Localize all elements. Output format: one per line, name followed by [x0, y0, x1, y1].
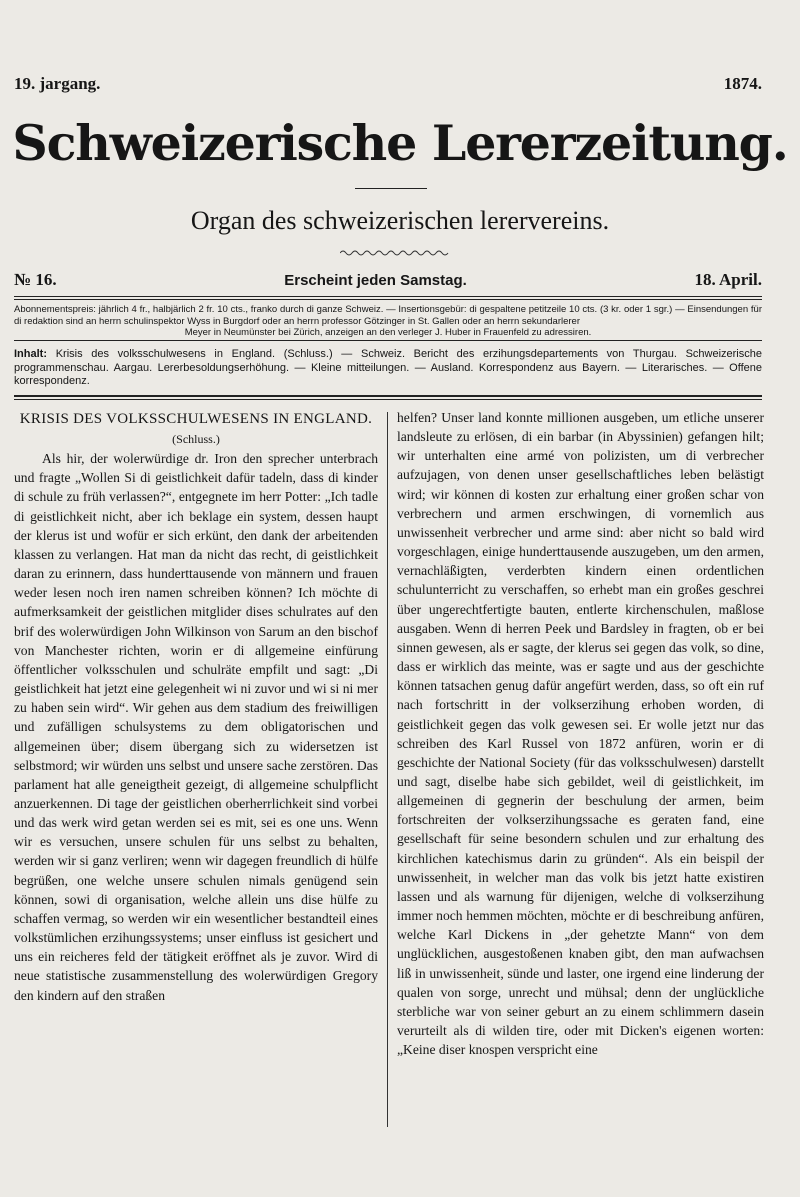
rule-top-double: [14, 299, 762, 300]
contents-text: Krisis des volksschulwesens in England. (Schluss.) — Schweiz. Bericht des erzihungsdepartements von Thurgau. Schweizerische programmenschau. Aargau. Lererbesoldungserhöhung. — Kleine mitteilungen. — Ausland. Korrespondenz aus Bayern. — Literarisches. — Offene korrespondenz.: [14, 348, 762, 387]
issue-line: [14, 270, 762, 290]
subscription-line-1: Abonnementspreis: jährlich 4 fr., halbjärlich 2 fr. 10 cts., franko durch di ganze Schweiz. — Insertionsgebür: di gespaltene petitzeile 10 cts. (3 kr. oder 1 sgr.) — Einsendungen für di redaktion sind an herrn schulinspektor Wyss in Burgdorf oder an herrn professor Götzinger in St. Gallen oder an herrn sekundarlerer: [14, 304, 762, 327]
issue-date: 18. April.: [694, 270, 762, 289]
contents-label: Inhalt:: [14, 348, 47, 360]
article-text-right: helfen? Unser land konnte millionen ausgeben, um etliche unserer landsleute zu erlösen, di ein barbar (in Abyssinien) gefangen hilt; wir unterhalten eine armé von polizisten, um di verbrecher aufzujagen, von denen unser gesellschaftliches leben belästigt wird; wir können di kosten zur erhaltung einer großen schar von verbrechern und armen erschwingen, di vornemlich aus unwissenheit verbrecher und arme sind: aber nicht so bald wird vorgeschlagen, einige hunderttausende auszugeben, um den armen, vernachläßigten, verderbten kindern einen ordentlichen schulunterricht zu verschaffen, so erhebt man ein großes geschrei über ungerechtfertigte bauten, entlerte kirchenschulen, maßlose ausgaben. Wenn di herren Peek und Bardsley in fragten, ob er bei sinnen gewesen, als er sagte, der klerus sei gegen das volk, so dine, dass er wirklich das meinte, was er sagte und aus der geschichte können tatsachen genug dafür angefürt werden, dass, so oft ein ruf nach fortschritt in der volkserzihung erhoben worden, di geistlichkeit gegen das volk gewesen sei. Er wolle jetzt nur das schreiben des Karl Russel von 1872 anfüren, worin er di geschichte der National Society (für das volksschulwesen) darstellt und sagt, diselbe habe sich gebildet, weil di geistlichkeit, im allgemeinen di gegnerin der beschulung der armen, beim fortschreiten der volkserzihungssache es geraten fand, eine gesellschaft für seine besondern schulen und zur erhaltung des kirchlichen katechismus darin zu gründen“. Als ein beispil der unwissenheit, in welcher man das volk bis jetzt hatte existiren lassen und als warnung für dijenigen, welche di volkserzihung immer noch hemmen möchten, möchte er di beschreibung anfüren, welche Karl Dickens in „der gehetzte Mann“ von dem unglücklichen, ausgestoßenen knaben gibt, den man aufwachsen liß in unwissenheit, sünde und laster, one irgend eine linderung der qualen von sorge, unrecht und mühsal; denn der unglückliche sterbliche war von seiner geburt an zu einem schlimmern dasein verurteilt als di wilden tire, oder mit Dicken's eigenen worten: „Keine diser knospen verspricht eine: [397, 410, 764, 1058]
article-text-left: Als hir, der wolerwürdige dr. Iron den sprecher unterbrach und fragte „Wollen Si di geistlichkeit dafür tadeln, dass di kinder di schule zu früh verlassen?“, entgegnete im herr Potter: „Ich tadle di geistlichkeit nicht, aber ich beklage ein system, dessen haupt der klerus ist und wofür er sich erkünt, den dank der arbeitenden klassen zu verlangen. Hat man da nicht das recht, di geistlichkeit daran zu erinnern, dass hunderttausende von männern und frauen weder lesen noch iren namen schreiben können? Ich möchte di aufmerksamkeit der geistlichen mitglider dises schulrates auf den brif des wolerwürdigen John Wilkinson von Sarum an den bischof von Manchester richten, worin er di allgemeine einfürung öffentlicher volksschulen und schulräte empfilt und sagt: „Di geistlichkeit hat jetzt eine gelegenheit wi ni zuvor und wi si ni mer zu haben sein wird“. Wir gehen aus dem stadium des freiwilligen und zufälligen schulsystems zu dem obligatorischen und allgemeinen über; disem übergang sich zu widersetzen ist selbstmord; wir würden uns selbst und unsere sache zerstören. Das parlament hat alle geneigtheit gezeigt, di allgemeine schulpflicht anzuerkennen. Di tage der geistlichen oberherrlichkeit sind vorbei und das werk wird getan werden sei es mit, sei es one uns. Wenn wir es versuchen, unsere schulen für uns selbst zu behalten, werden wir si ganz verliren; wenn wir dagegen freundlich di hülfe begrüßen, one welche unsere schulen nimals genügend sein können, sowi di organisation, welche allein uns dise hülfe zu schaffen vermag, so werden wir ein wesentlicher bestandteil eines volkstümlichen erzihungssystems; unser einfluss ist gesichert und uns ein reicheres feld der tätigkeit eröffnet als je zuvor. Wird di neue statistische zusammenstellung des wolerwürdigen Gregory den kindern auf den straßen: [14, 451, 378, 1003]
rule-bottom: [14, 395, 762, 397]
publication-frequency: Erscheint jeden Samstag.: [284, 272, 467, 289]
right-column: [397, 408, 764, 1059]
rule-mid: [14, 340, 762, 341]
title-divider: [355, 188, 427, 189]
table-of-contents: [14, 348, 762, 389]
rule-bottom-thin: [14, 399, 762, 400]
year-label: 1874.: [723, 74, 762, 93]
rule-top: [14, 296, 762, 297]
left-column: [14, 408, 378, 1005]
masthead-topline: [14, 74, 762, 94]
wavy-ornament: [340, 248, 450, 258]
issue-number: № 16.: [14, 270, 57, 289]
newspaper-title: Schweizerische Lererzeitung.: [12, 114, 788, 172]
column-divider: [387, 412, 388, 1127]
newspaper-subtitle: Organ des schweizerischen lerervereins.: [190, 206, 610, 235]
article-subtitle: (Schluss.): [172, 432, 220, 446]
article-title: KRISIS DES VOLKSSCHULWESENS IN ENGLAND.: [19, 411, 373, 427]
volume-label: 19. jargang.: [14, 74, 101, 93]
subscription-info: [14, 304, 762, 339]
subscription-line-2: Meyer in Neumünster bei Zürich, anzeigen an den verleger J. Huber in Frauenfeld zu adressiren.: [184, 327, 592, 338]
